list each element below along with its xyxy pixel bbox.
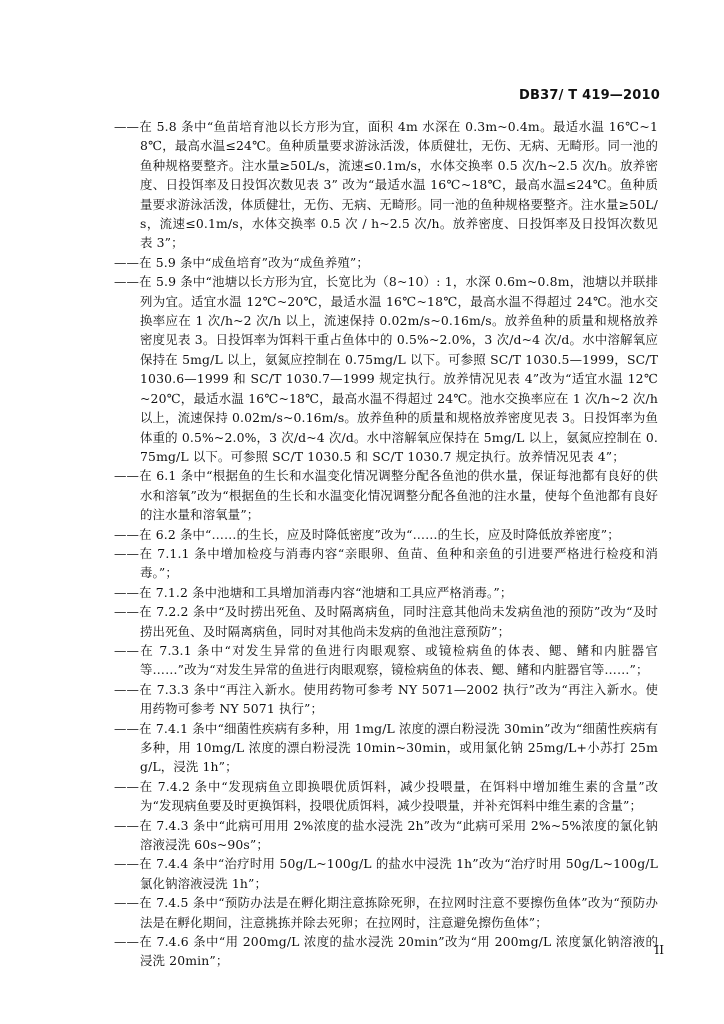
amendment-item: ——在 7.4.5 条中“预防办法是在孵化期注意拣除死卵，在拉网时注意不要擦伤鱼体”改为“预防办法是在孵化期间，注意挑拣并除去死卵；在拉网时，注意避免擦伤鱼体”； xyxy=(114,895,658,930)
amendment-item: ——在 5.8 条中“鱼苗培育池以长方形为宜，面积 4m 水深在 0.3m~0.4m。最适水温 16℃~18℃，最高水温≤24℃。鱼种质量要求游泳活泼，体质健壮，无伤、无病、无畸形。同一池的鱼种规格要整齐。注水量≥50L/s，流速≤0.1m/s，水体交换率 0.5 次/h~2.5 次/h。放养密度、日投饵率及日投饵次数见表 3” 改为“最适水温 16℃~18℃，最高水温≤24℃。鱼种质量要求游泳活泼，体质健壮，无伤、无病、无畸形。同一池的鱼种规格要整齐。注水量≥50L/s，流速≤0.1m/s，水体交换率 0.5 次 / h~2.5 次/h。放养密度、日投饵率及日投饵次数见表 3”； xyxy=(114,119,658,251)
amendment-item: ——在 7.4.6 条中“用 200mg/L 浓度的盐水浸洗 20min”改为“用 200mg/L 浓度氯化钠溶液的浸洗 20min”； xyxy=(114,934,658,969)
amendment-item: ——在 7.1.1 条中增加检疫与消毒内容“亲眼卵、鱼苗、鱼种和亲鱼的引进要严格进行检疫和消毒。”； xyxy=(114,545,658,581)
amendment-item: ——在 7.3.3 条中“再注入新水。使用药物可参考 NY 5071—2002 执行”改为“再注入新水。使用药物可参考 NY 5071 执行”； xyxy=(114,681,658,717)
amendment-item: ——在 7.1.2 条中池塘和工具增加消毒内容“池塘和工具应严格消毒。”； xyxy=(114,584,513,600)
amendment-item: ——在 7.4.3 条中“此病可用用 2%浓度的盐水浸洗 2h”改为“此病可采用 2%~5%浓度的氯化钠溶液浸洗 60s~90s”； xyxy=(114,817,658,853)
amendment-item: ——在 6.1 条中“根据鱼的生长和水温变化情况调整分配各鱼池的供水量，保证每池都有良好的供水和溶氧”改为“根据鱼的生长和水温变化情况调整分配各鱼池的注水量，使每个鱼池都有良好的注水量和溶氧量”； xyxy=(114,468,658,523)
amendment-item: ——在 5.9 条中“池塘以长方形为宜，长宽比为（8~10）: 1，水深 0.6m~0.8m，池塘以并联排列为宜。适宜水温 12℃~20℃，最适水温 16℃~18℃，最高水温不得超过 24℃。池水交换率应在 1 次/h~2 次/h 以上，流速保持 0.02m/s~0.16m/s。放养鱼种的质量和规格放养密度见表 3。日投饵率为饵料干重占鱼体中的 0.5%~2.0%，3 次/d~4 次/d。水中溶解氧应保持在 5mg/L 以上，氨氮应控制在 0.75mg/L 以下。可参照 SC/T 1030.5—1999，SC/T 1030.6—1999 和 SC/T 1030.7—1999 规定执行。放养情况见表 4”改为“适宜水温 12℃~20℃，最适水温 16℃~18℃，最高水温不得超过 24℃。池水交换率应在 1 次/h~2 次/h 以上，流速保持 0.02m/s~0.16m/s。放养鱼种的质量和规格放养密度见表 3。日投饵率为鱼体重的 0.5%~2.0%，3 次/d~4 次/d。水中溶解氧应保持在 5mg/L 以上，氨氮应控制在 0.75mg/L 以下。可参照 SC/T 1030.5 和 SC/T 1030.7 规定执行。放养情况见表 4”； xyxy=(114,274,658,464)
amendment-item: ——在 7.4.2 条中“发现病鱼立即换喂优质饵料，减少投喂量，在饵料中增加维生素的含量”改为“发现病鱼要及时更换饵料，投喂优质饵料，减少投喂量，并补充饵料中维生素的含量”； xyxy=(114,778,658,814)
amendment-item: ——在 7.4.1 条中“细菌性疾病有多种，用 1mg/L 浓度的漂白粉浸洗 30min”改为“细菌性疾病有多种，用 10mg/L 浓度的漂白粉浸洗 10min~30min，或用氯化钠 25mg/L+小苏打 25mg/L，浸洗 1h”； xyxy=(114,720,658,775)
standard-number: DB37/ T 419—2010 xyxy=(519,88,660,103)
amendment-item: ——在 6.2 条中“……的生长，应及时降低密度”改为“……的生长，应及时降低放养密度”； xyxy=(114,526,620,542)
page-number: II xyxy=(654,943,664,957)
amendment-item: ——在 7.4.4 条中“治疗时用 50g/L~100g/L 的盐水中浸洗 1h”改为“治疗时用 50g/L~100g/L 氯化钠溶液浸洗 1h”； xyxy=(114,856,658,891)
amendment-item: ——在 7.3.1 条中“对发生异常的鱼进行肉眼观察、或镜检病鱼的体表、鳃、鳍和内脏器官等……”改为“对发生异常的鱼进行肉眼观察，镜检病鱼的体表、鳃、鳍和内脏器官等……”； xyxy=(114,642,658,678)
amendment-item: ——在 5.9 条中“成鱼培育”改为“成鱼养殖”； xyxy=(114,254,369,270)
amendment-item: ——在 7.2.2 条中“及时捞出死鱼、及时隔离病鱼，同时注意其他尚未发病鱼池的预防”改为“及时捞出死鱼、及时隔离病鱼，同时对其他尚未发病的鱼池注意预防”； xyxy=(114,604,658,639)
amendment-list xyxy=(114,117,658,971)
